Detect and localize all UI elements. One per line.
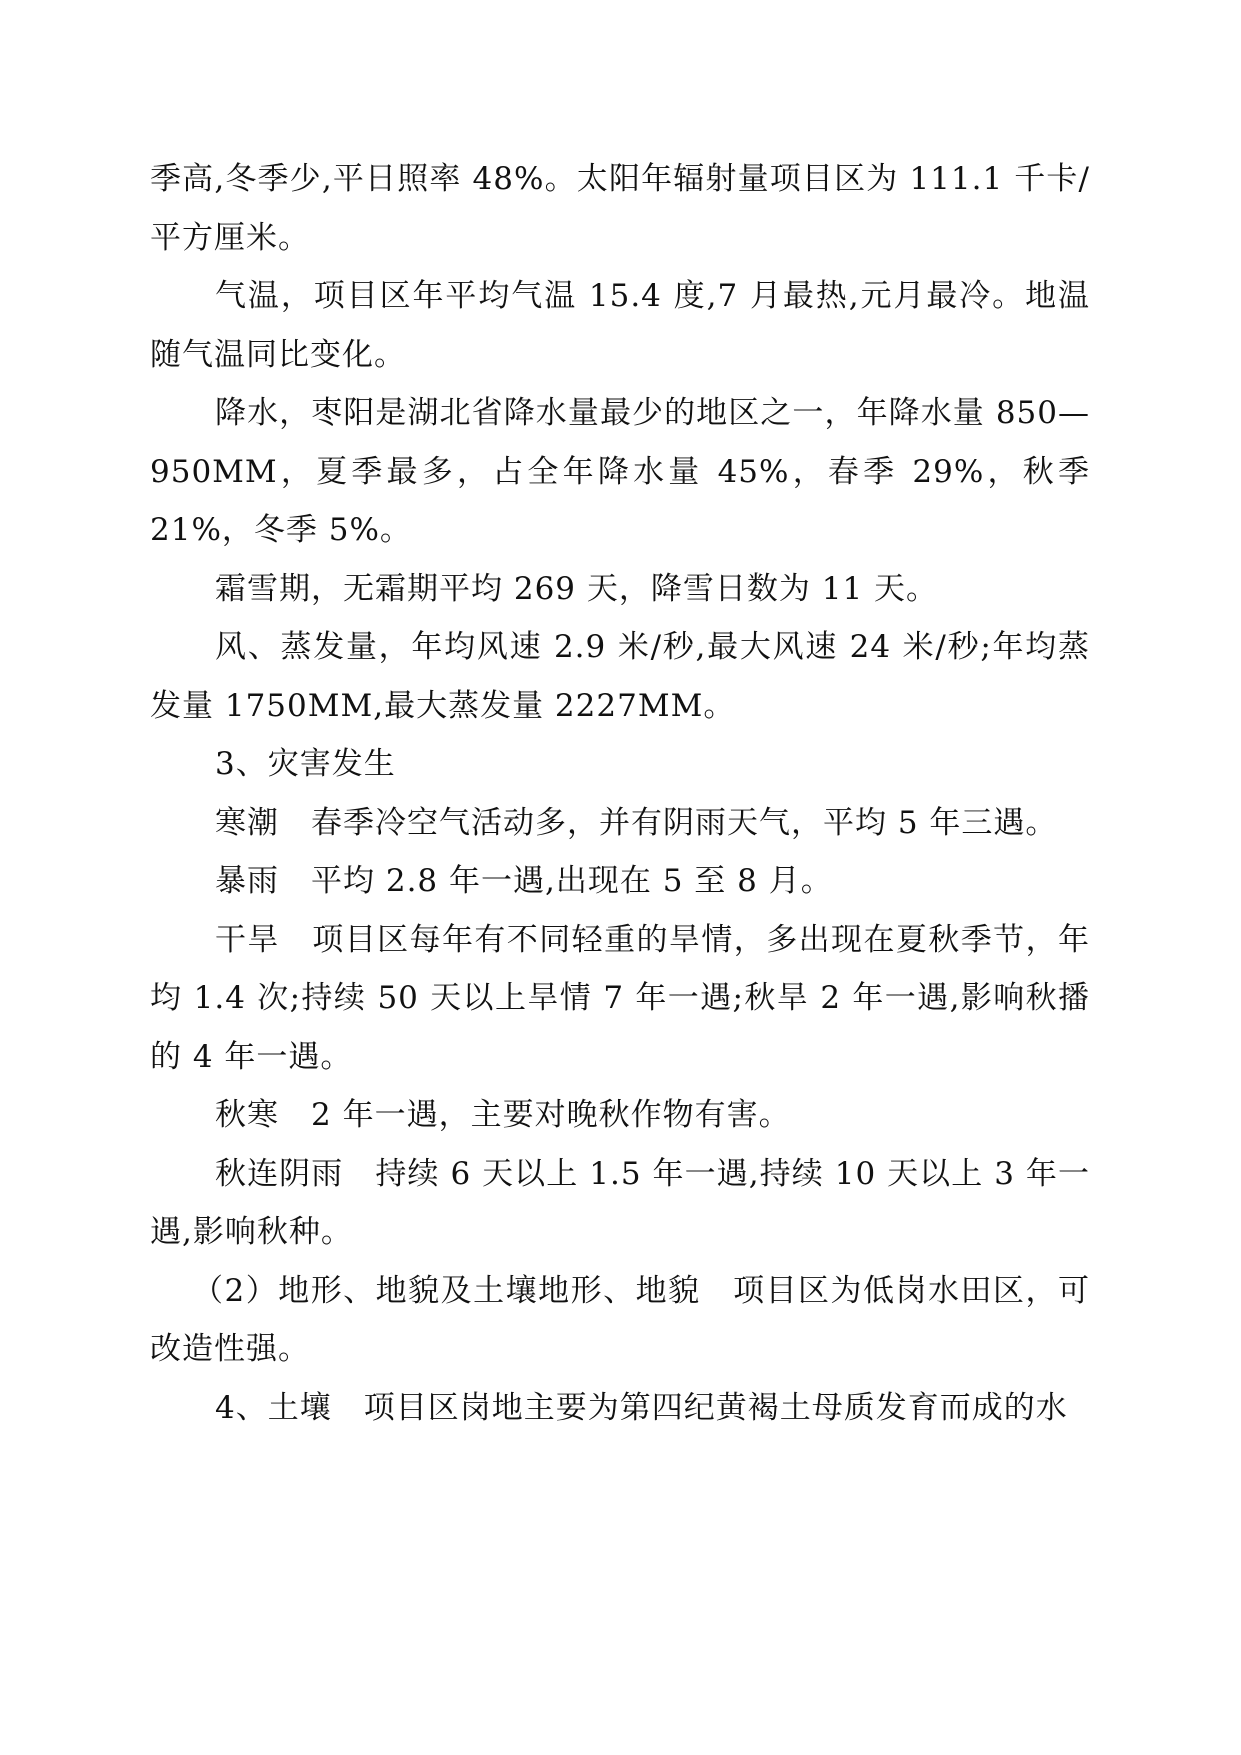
paragraph-rainstorm: 暴雨 平均 2.8 年一遇,出现在 5 至 8 月。 xyxy=(215,863,833,899)
paragraph-temperature: 气温，项目区年平均气温 15.4 度,7 月最热,元月最冷。地温随气温同比变化。 xyxy=(150,278,1090,373)
paragraph-drought: 干旱 项目区每年有不同轻重的旱情，多出现在夏秋季节，年均 1.4 次;持续 50 天以上旱情 7 年一遇;秋旱 2 年一遇,影响秋播的 4 年一遇。 xyxy=(150,921,1090,1075)
section-heading-disasters: 3、灾害发生 xyxy=(215,746,396,782)
paragraph-frost-snow: 霜雪期，无霜期平均 269 天，降雪日数为 11 天。 xyxy=(215,570,939,607)
paragraph-terrain: （2）地形、地貌及土壤地形、地貌 项目区为低岗水田区，可改造性强。 xyxy=(150,1272,1090,1367)
paragraph-autumn-rain: 秋连阴雨 持续 6 天以上 1.5 年一遇,持续 10 天以上 3 年一遇,影响秋种。 xyxy=(150,1155,1090,1250)
paragraph-soil: 4、土壤 项目区岗地主要为第四纪黄褐土母质发育而成的水 xyxy=(215,1389,1068,1426)
paragraph-wind-evaporation: 风、蒸发量，年均风速 2.9 米/秒,最大风速 24 米/秒;年均蒸发量 1750MM,最大蒸发量 2227MM。 xyxy=(150,629,1090,724)
document-body xyxy=(150,150,1090,1437)
paragraph-precipitation: 降水，枣阳是湖北省降水量最少的地区之一，年降水量 850—950MM，夏季最多，占全年降水量 45%，春季 29%，秋季 21%，冬季 5%。 xyxy=(150,395,1090,548)
paragraph-sunshine: 季高,冬季少,平日照率 48%。太阳年辐射量项目区为 111.1 千卡/平方厘米。 xyxy=(150,161,1090,256)
paragraph-autumn-cold: 秋寒 2 年一遇，主要对晚秋作物有害。 xyxy=(215,1097,791,1133)
paragraph-cold-wave: 寒潮 春季冷空气活动多，并有阴雨天气，平均 5 年三遇。 xyxy=(215,804,1058,841)
